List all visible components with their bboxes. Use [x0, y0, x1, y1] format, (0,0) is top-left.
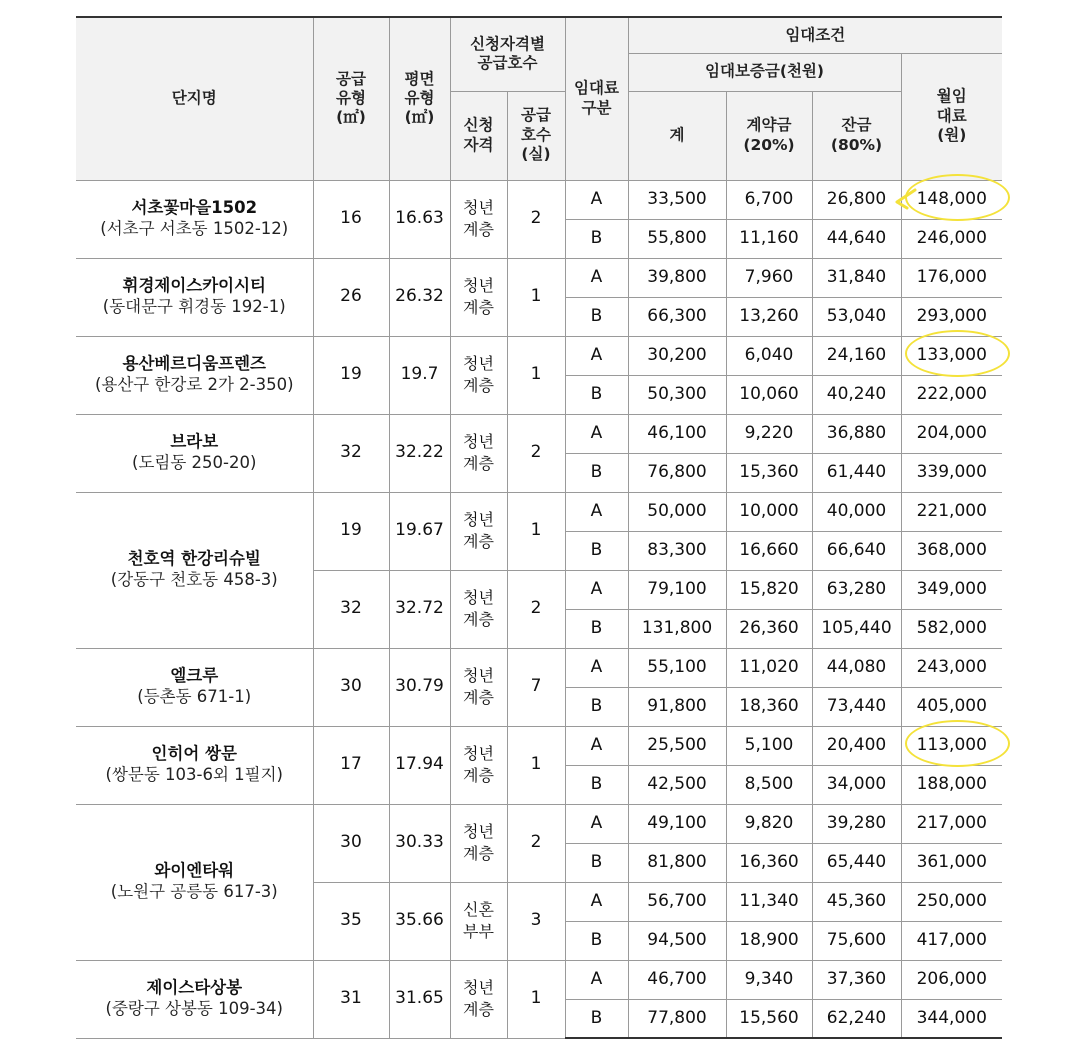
- complex-name: 브라보: [170, 432, 219, 452]
- monthly-rent: 293,000: [901, 297, 1002, 336]
- qualification-text: 청년계층: [463, 822, 494, 863]
- supply-type: 35: [313, 882, 389, 960]
- deposit-balance: 39,280: [812, 804, 901, 843]
- monthly-rent: 176,000: [901, 258, 1002, 297]
- unit-count: 7: [507, 648, 565, 726]
- complex-address: (강동구 천호동 458-3): [110, 570, 278, 589]
- qualification-text: 청년계층: [463, 198, 494, 239]
- header-deposit-contract: 계약금 (20%): [726, 91, 812, 180]
- deposit-balance: 66,640: [812, 531, 901, 570]
- qualification-text: 청년계층: [463, 354, 494, 395]
- complex-address: (용산구 한강로 2가 2-350): [94, 375, 294, 394]
- monthly-rent: 221,000: [901, 492, 1002, 531]
- unit-count: 1: [507, 258, 565, 336]
- supply-type: 17: [313, 726, 389, 804]
- rent-grade: A: [565, 258, 628, 297]
- rent-grade: B: [565, 765, 628, 804]
- deposit-total: 55,800: [628, 219, 726, 258]
- complex-address: (서초구 서초동 1502-12): [100, 219, 289, 238]
- complex-cell: [76, 414, 313, 492]
- deposit-total: 50,300: [628, 375, 726, 414]
- deposit-total: 77,800: [628, 999, 726, 1038]
- rent-grade: A: [565, 414, 628, 453]
- complex-name: 용산베르디움프렌즈: [122, 354, 266, 374]
- deposit-total: 46,100: [628, 414, 726, 453]
- monthly-rent: 113,000: [901, 726, 1002, 765]
- deposit-contract: 13,260: [726, 297, 812, 336]
- monthly-rent: 217,000: [901, 804, 1002, 843]
- deposit-balance: 31,840: [812, 258, 901, 297]
- monthly-rent: 582,000: [901, 609, 1002, 648]
- supply-type: 30: [313, 804, 389, 882]
- deposit-contract: 15,360: [726, 453, 812, 492]
- supply-type: 19: [313, 336, 389, 414]
- monthly-rent: 417,000: [901, 921, 1002, 960]
- qualification: [450, 258, 507, 336]
- deposit-contract: 11,020: [726, 648, 812, 687]
- qualification-text: 신혼부부: [463, 900, 494, 941]
- monthly-rent: 222,000: [901, 375, 1002, 414]
- unit-count: 2: [507, 804, 565, 882]
- unit-count: 1: [507, 960, 565, 1038]
- header-deposit-total: 계: [628, 91, 726, 180]
- table-row: [76, 960, 1002, 999]
- deposit-total: 55,100: [628, 648, 726, 687]
- deposit-total: 94,500: [628, 921, 726, 960]
- deposit-balance: 65,440: [812, 843, 901, 882]
- monthly-rent: 368,000: [901, 531, 1002, 570]
- deposit-total: 39,800: [628, 258, 726, 297]
- deposit-total: 76,800: [628, 453, 726, 492]
- complex-address: (동대문구 휘경동 192-1): [102, 297, 286, 316]
- deposit-balance: 105,440: [812, 609, 901, 648]
- deposit-total: 25,500: [628, 726, 726, 765]
- complex-address: (중랑구 상봉동 109-34): [105, 999, 283, 1018]
- deposit-total: 56,700: [628, 882, 726, 921]
- qualification-text: 청년계층: [463, 510, 494, 551]
- monthly-rent: 361,000: [901, 843, 1002, 882]
- monthly-rent: 206,000: [901, 960, 1002, 999]
- table-row: [76, 180, 1002, 219]
- deposit-balance: 75,600: [812, 921, 901, 960]
- deposit-contract: 5,100: [726, 726, 812, 765]
- supply-type: 31: [313, 960, 389, 1038]
- area-type: 19.67: [389, 492, 450, 570]
- table-row: [76, 492, 1002, 531]
- deposit-balance: 34,000: [812, 765, 901, 804]
- deposit-balance: 37,360: [812, 960, 901, 999]
- unit-count: 2: [507, 180, 565, 258]
- complex-address: (노원구 공릉동 617-3): [110, 882, 278, 901]
- qualification-text: 청년계층: [463, 276, 494, 317]
- qualification-text: 청년계층: [463, 744, 494, 785]
- table-row: [76, 804, 1002, 843]
- deposit-total: 81,800: [628, 843, 726, 882]
- complex-name: 엘크루: [170, 666, 219, 686]
- complex-address: (등촌동 671-1): [137, 687, 252, 706]
- supply-type: 30: [313, 648, 389, 726]
- rent-grade: A: [565, 882, 628, 921]
- header-area-type: 평면 유형 (㎡): [389, 17, 450, 180]
- table-row: [76, 648, 1002, 687]
- unit-count: 1: [507, 336, 565, 414]
- qualification: [450, 180, 507, 258]
- deposit-balance: 73,440: [812, 687, 901, 726]
- deposit-contract: 11,340: [726, 882, 812, 921]
- header-qualification-group: 신청자격별 공급호수: [450, 17, 565, 91]
- complex-address: (쌍문동 103-6외 1필지): [105, 765, 283, 784]
- deposit-total: 66,300: [628, 297, 726, 336]
- qualification: [450, 414, 507, 492]
- header-qualification: 신청 자격: [450, 91, 507, 180]
- rent-grade: A: [565, 180, 628, 219]
- deposit-contract: 11,160: [726, 219, 812, 258]
- complex-cell: [76, 960, 313, 1038]
- area-type: 31.65: [389, 960, 450, 1038]
- complex-address: (도림동 250-20): [132, 453, 257, 472]
- rent-grade: A: [565, 492, 628, 531]
- monthly-rent: 204,000: [901, 414, 1002, 453]
- deposit-total: 79,100: [628, 570, 726, 609]
- deposit-total: 83,300: [628, 531, 726, 570]
- rent-grade: A: [565, 726, 628, 765]
- rent-grade: B: [565, 531, 628, 570]
- complex-name: 서초꽃마을1502: [131, 198, 258, 218]
- unit-count: 3: [507, 882, 565, 960]
- monthly-rent: 349,000: [901, 570, 1002, 609]
- qualification: [450, 960, 507, 1038]
- deposit-contract: 16,660: [726, 531, 812, 570]
- area-type: 32.22: [389, 414, 450, 492]
- qualification: [450, 882, 507, 960]
- complex-cell: [76, 336, 313, 414]
- rent-grade: A: [565, 804, 628, 843]
- area-type: 26.32: [389, 258, 450, 336]
- rent-grade: B: [565, 609, 628, 648]
- rent-grade: B: [565, 687, 628, 726]
- deposit-total: 42,500: [628, 765, 726, 804]
- header-supply-type: 공급 유형 (㎡): [313, 17, 389, 180]
- deposit-total: 50,000: [628, 492, 726, 531]
- rent-grade: A: [565, 648, 628, 687]
- header-deposit: 임대보증금(천원): [628, 53, 901, 91]
- deposit-contract: 26,360: [726, 609, 812, 648]
- deposit-balance: 24,160: [812, 336, 901, 375]
- monthly-rent: 243,000: [901, 648, 1002, 687]
- supply-type: 32: [313, 414, 389, 492]
- area-type: 32.72: [389, 570, 450, 648]
- monthly-rent: 133,000: [901, 336, 1002, 375]
- rent-grade: A: [565, 336, 628, 375]
- qualification: [450, 648, 507, 726]
- deposit-balance: 40,000: [812, 492, 901, 531]
- area-type: 16.63: [389, 180, 450, 258]
- qualification: [450, 570, 507, 648]
- qualification-text: 청년계층: [463, 978, 494, 1019]
- monthly-rent: 250,000: [901, 882, 1002, 921]
- qualification: [450, 804, 507, 882]
- table-row: [76, 258, 1002, 297]
- deposit-contract: 10,000: [726, 492, 812, 531]
- rent-grade: B: [565, 921, 628, 960]
- supply-type: 19: [313, 492, 389, 570]
- header-rent-class: 임대료 구분: [565, 17, 628, 180]
- supply-type: 32: [313, 570, 389, 648]
- deposit-contract: 16,360: [726, 843, 812, 882]
- complex-name: 인히어 쌍문: [151, 744, 237, 764]
- deposit-total: 131,800: [628, 609, 726, 648]
- complex-cell: [76, 180, 313, 258]
- deposit-balance: 62,240: [812, 999, 901, 1038]
- table-body: [76, 180, 1002, 1038]
- qualification: [450, 492, 507, 570]
- table-row: [76, 414, 1002, 453]
- header-monthly-rent: 월임 대료 (원): [901, 53, 1002, 180]
- deposit-balance: 45,360: [812, 882, 901, 921]
- deposit-balance: 53,040: [812, 297, 901, 336]
- monthly-rent: 339,000: [901, 453, 1002, 492]
- monthly-rent: 246,000: [901, 219, 1002, 258]
- unit-count: 1: [507, 492, 565, 570]
- rent-grade: A: [565, 570, 628, 609]
- rent-grade: B: [565, 843, 628, 882]
- complex-cell: [76, 804, 313, 960]
- complex-cell: [76, 258, 313, 336]
- deposit-contract: 18,900: [726, 921, 812, 960]
- deposit-balance: 61,440: [812, 453, 901, 492]
- deposit-contract: 9,340: [726, 960, 812, 999]
- qualification-text: 청년계층: [463, 666, 494, 707]
- area-type: 30.33: [389, 804, 450, 882]
- deposit-contract: 9,820: [726, 804, 812, 843]
- complex-name: 천호역 한강리슈빌: [127, 549, 261, 569]
- deposit-balance: 36,880: [812, 414, 901, 453]
- deposit-contract: 10,060: [726, 375, 812, 414]
- deposit-contract: 15,820: [726, 570, 812, 609]
- rent-grade: B: [565, 219, 628, 258]
- table-row: [76, 726, 1002, 765]
- deposit-total: 30,200: [628, 336, 726, 375]
- monthly-rent: 188,000: [901, 765, 1002, 804]
- complex-name: 와이엔타워: [154, 861, 235, 881]
- deposit-balance: 44,640: [812, 219, 901, 258]
- deposit-contract: 6,040: [726, 336, 812, 375]
- qualification: [450, 336, 507, 414]
- area-type: 17.94: [389, 726, 450, 804]
- qualification-text: 청년계층: [463, 588, 494, 629]
- monthly-rent: 344,000: [901, 999, 1002, 1038]
- rent-grade: B: [565, 297, 628, 336]
- deposit-balance: 26,800: [812, 180, 901, 219]
- area-type: 30.79: [389, 648, 450, 726]
- unit-count: 1: [507, 726, 565, 804]
- qualification: [450, 726, 507, 804]
- deposit-contract: 18,360: [726, 687, 812, 726]
- complex-cell: [76, 726, 313, 804]
- complex-cell: [76, 648, 313, 726]
- qualification-text: 청년계층: [463, 432, 494, 473]
- deposit-balance: 20,400: [812, 726, 901, 765]
- unit-count: 2: [507, 414, 565, 492]
- header-units: 공급 호수 (실): [507, 91, 565, 180]
- supply-type: 16: [313, 180, 389, 258]
- deposit-balance: 63,280: [812, 570, 901, 609]
- unit-count: 2: [507, 570, 565, 648]
- deposit-balance: 44,080: [812, 648, 901, 687]
- deposit-contract: 7,960: [726, 258, 812, 297]
- rent-grade: A: [565, 960, 628, 999]
- deposit-total: 46,700: [628, 960, 726, 999]
- deposit-balance: 40,240: [812, 375, 901, 414]
- rent-grade: B: [565, 375, 628, 414]
- complex-name: 제이스타상봉: [146, 978, 243, 998]
- deposit-total: 91,800: [628, 687, 726, 726]
- header-rental-conditions: 임대조건: [628, 17, 1002, 53]
- complex-name: 휘경제이스카이시티: [122, 276, 266, 296]
- deposit-total: 49,100: [628, 804, 726, 843]
- deposit-contract: 8,500: [726, 765, 812, 804]
- deposit-contract: 15,560: [726, 999, 812, 1038]
- deposit-total: 33,500: [628, 180, 726, 219]
- area-type: 35.66: [389, 882, 450, 960]
- header-deposit-balance: 잔금 (80%): [812, 91, 901, 180]
- monthly-rent: 148,000: [901, 180, 1002, 219]
- rent-grade: B: [565, 999, 628, 1038]
- rental-conditions-table: [76, 16, 1002, 1039]
- table-row: [76, 336, 1002, 375]
- deposit-contract: 6,700: [726, 180, 812, 219]
- supply-type: 26: [313, 258, 389, 336]
- header-complex-name: 단지명: [76, 17, 313, 180]
- complex-cell: [76, 492, 313, 648]
- area-type: 19.7: [389, 336, 450, 414]
- deposit-contract: 9,220: [726, 414, 812, 453]
- rent-grade: B: [565, 453, 628, 492]
- monthly-rent: 405,000: [901, 687, 1002, 726]
